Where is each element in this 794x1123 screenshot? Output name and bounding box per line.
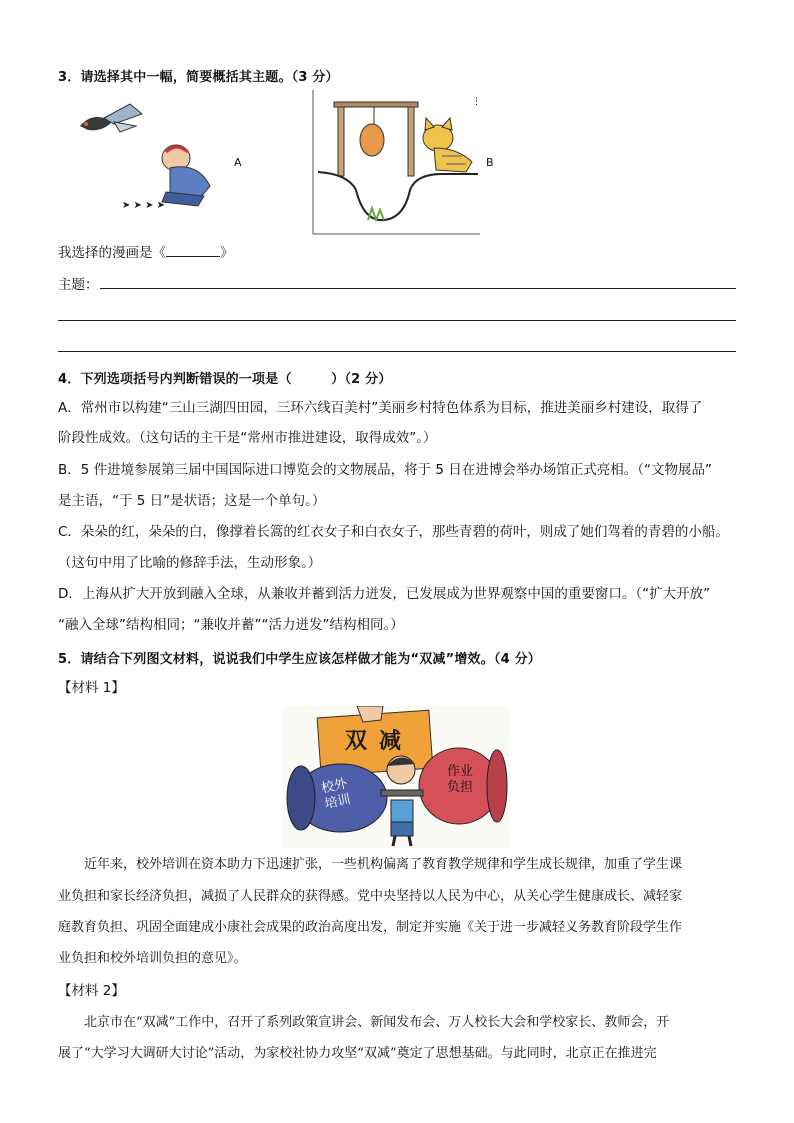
label-a: A: [234, 156, 242, 169]
material-2-line-2: 展了“大学习大调研大讨论”活动，为家校社协力攻坚“双减”奠定了思想基础。与此同时，北京正在推进完: [58, 1046, 657, 1061]
option-b-line-1: B．5 件进境参展第三届中国国际进口博览会的文物展品，将于 5 日在进博会举办场馆正式亮相。（“文物展品”: [58, 462, 713, 478]
choice-suffix: 》: [220, 245, 234, 261]
svg-text:⋮: ⋮: [472, 97, 481, 107]
answer-line-2[interactable]: [58, 320, 736, 321]
choice-prefix: 我选择的漫画是《: [58, 245, 166, 261]
q5-title: 5．请结合下列图文材料，说说我们中学生应该怎样做才能为“双减”增效。（4 分）: [58, 652, 542, 667]
double-reduction-cartoon: [283, 706, 509, 848]
material-1-line-2: 业负担和家长经济负担，减损了人民群众的获得感。党中央坚持以人民为中心，从关心学生健康成长、减轻家: [58, 889, 683, 904]
option-a-line-1: A．常州市以构建“三山三湖四田园，三环六线百美村”美丽乡村特色体系为目标，推进美丽乡村建设，取得了: [58, 400, 703, 416]
option-b-line-2: 是主语，“于 5 日”是状语；这是一个单句。）: [58, 493, 326, 509]
theme-label: 主题：: [58, 277, 99, 293]
label-b: B: [486, 156, 494, 169]
material-2-label: 【材料 2】: [58, 983, 125, 999]
choice-blank[interactable]: [166, 242, 220, 257]
weight-right-text: 作业负担: [447, 764, 474, 795]
material-1-line-1: 近年来，校外培训在资本助力下迅速扩张，一些机构偏离了教育教学规律和学生成长规律，加重了学生课: [84, 857, 683, 872]
q3-title: 3．请选择其中一幅，简要概括其主题。（3 分）: [58, 70, 339, 85]
weight-left-text: 校外培训: [320, 776, 352, 813]
material-1-label: 【材料 1】: [58, 680, 125, 696]
material-2-line-1: 北京市在“双减”工作中，召开了系列政策宣讲会、新闻发布会、万人校长大会和学校家长、教师会，开: [84, 1015, 670, 1030]
answer-line-1[interactable]: [100, 288, 736, 289]
option-d-line-1: D．上海从扩大开放到融入全球，从兼收并蓄到活力迸发，已发展成为世界观察中国的重要窗口。（“扩大开放”: [58, 586, 711, 602]
cat-trap-illustration: [312, 90, 482, 236]
cartoon-sign-text: 双减: [345, 729, 414, 754]
material-1-line-3: 庭教育负担、巩固全面建成小康社会成果的政治高度出发，制定并实施《关于进一步减轻义务教育阶段学生作: [58, 920, 683, 935]
answer-line-3[interactable]: [58, 351, 736, 352]
cartoon-b: [312, 90, 482, 236]
option-c-line-1: C．朵朵的红，朵朵的白，像撑着长篙的红衣女子和白衣女子，那些青碧的荷叶，则成了她们驾着的青碧的小船。: [58, 524, 729, 540]
option-c-line-2: （这句中用了比喻的修辞手法，生动形象。）: [58, 555, 322, 571]
material-1-line-4: 业负担和校外培训负担的意见》。: [58, 951, 247, 966]
comic-choice-line: [58, 242, 234, 263]
option-d-line-2: “融入全球”结构相同；“兼收并蓄”“活力迸发”结构相同。）: [58, 617, 404, 633]
q4-title: 4．下列选项括号内判断错误的一项是（ ）（2 分）: [58, 372, 392, 387]
svg-text:➤ ➤ ➤ ➤: ➤ ➤ ➤ ➤: [122, 200, 166, 211]
option-a-line-2: 阶段性成效。（这句话的主干是“常州市推进建设，取得成效”。）: [58, 430, 437, 446]
